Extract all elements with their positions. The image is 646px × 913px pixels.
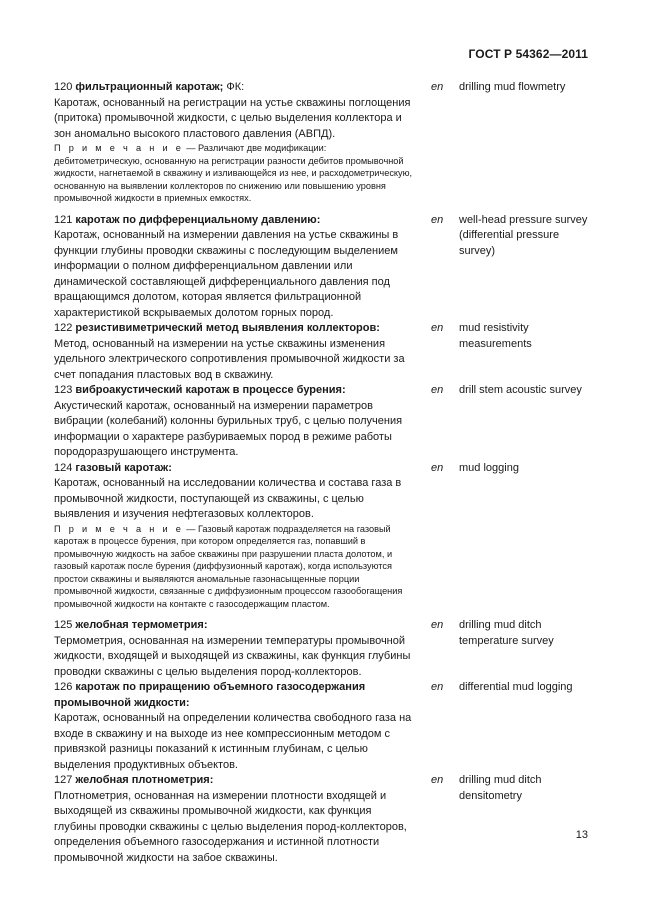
term-number: 125 [54, 619, 73, 631]
term-entry-124 [54, 461, 594, 611]
term-body [54, 773, 416, 866]
lang-marker: en [431, 619, 444, 631]
term-entry-127 [54, 773, 594, 866]
term-definition: Метод, основанный на измерении на устье скважины изменения удельного электрического сопротивления промывочной жидкости за счет попадания пластовых вод в скважину. [54, 337, 405, 381]
term-body [54, 618, 416, 680]
term-entry-123 [54, 383, 594, 461]
term-definition: Плотнометрия, основанная на измерении плотности входящей и выходящей из скважины промывочной жидкости, как функция глубины проводки скважины с целью выделения пород-коллекторов, определения объемного газосодержания и истинной плотности промывочной жидкости на забое скважины. [54, 789, 407, 864]
page-number: 13 [575, 829, 588, 841]
term-entry-121 [54, 213, 594, 322]
lang-marker: en [431, 81, 444, 93]
term-definition: Каротаж, основанный на исследовании количества и состава газа в промывочной жидкости, поступающей из скважины, с целью выявления и изучения нефтегазовых коллекторов. [54, 477, 402, 520]
note-label: П р и м е ч а н и е [54, 523, 184, 534]
term-number: 121 [54, 213, 73, 226]
term-number: 122 [54, 322, 73, 334]
note-text: — Газовый каротаж подразделяется на газовый каротаж в процессе бурения, при котором определяется газ, попавший в промывочную жидкость на забое скважины при разрушении пласта долотом, и газовый каротаж после бурения (диффузионный каротаж), когда используются простои скважины и выявляются аномальные газонасыщенные порции промывочной жидкости, связанные с диффузионным процессом газообогащения промывочной жидкости на контакте с газосодержащим пластом. [54, 523, 403, 609]
term-number: 120 [54, 81, 73, 93]
term-title: фильтрационный каротаж; [75, 81, 224, 93]
term-body [54, 80, 416, 205]
english-equivalent: differential mud logging [459, 681, 573, 693]
english-equivalent: drilling mud flowmetry [459, 81, 566, 93]
term-number: 123 [54, 384, 73, 396]
lang-marker: en [431, 774, 444, 786]
note-label: П р и м е ч а н и е [54, 143, 184, 153]
term-entry-122 [54, 321, 594, 383]
english-equivalent: drilling mud ditch densitometry [459, 774, 542, 802]
standard-header: ГОСТ Р 54362—2011 [468, 47, 588, 61]
english-equivalent: mud resistivity measurements [459, 322, 532, 350]
term-title: виброакустический каротаж в процессе бурения: [75, 384, 346, 396]
term-entry-126 [54, 680, 594, 773]
term-number: 124 [54, 461, 73, 474]
term-title: каротаж по приращению объемного газосодержания промывочной жидкости: [54, 681, 366, 709]
term-entry-125 [54, 618, 594, 680]
english-equivalent: drilling mud ditch temperature survey [459, 619, 554, 647]
lang-marker: en [431, 384, 444, 396]
english-equivalent: mud logging [459, 461, 519, 474]
term-body [54, 383, 416, 461]
terms-list [54, 80, 594, 866]
term-abbreviation: ФК: [223, 81, 245, 93]
lang-marker: en [431, 461, 444, 474]
lang-marker: en [431, 322, 444, 334]
term-definition: Каротаж, основанный на определении количества свободного газа на входе в скважину и на выходе из нее компрессионным методом с привязкой разницы показаний к истинным глубинам, с целью выделения продуктивных объектов. [54, 712, 412, 771]
term-note [54, 523, 416, 611]
english-equivalent: drill stem acoustic survey [459, 384, 582, 396]
english-equivalent: well-head pressure survey (differential pressure survey) [459, 213, 588, 257]
term-title: желобная термометрия: [75, 619, 208, 631]
term-title: резистивиметрический метод выявления коллекторов: [75, 322, 380, 334]
term-body [54, 213, 416, 322]
term-body [54, 461, 416, 611]
term-body [54, 321, 416, 383]
lang-marker: en [431, 681, 444, 693]
term-note [54, 142, 416, 205]
term-definition: Термометрия, основанная на измерении температуры промывочной жидкости, входящей и выходящей из скважины, как функция глубины проводки скважины с целью выделения пород-коллекторов. [54, 634, 411, 678]
note-text: — Различают две модификации: дебитометрическую, основанную на регистрации разности дебитов промывочной жидкости, нагнетаемой в скважину и изливающейся из нее, и расходометрическую, основанную на выявлении коллекторов по снижению или повышению уровня промывочной жидкости в приемных емкостях. [54, 143, 413, 203]
term-entry-120 [54, 80, 594, 205]
term-number: 127 [54, 774, 73, 786]
term-definition: Каротаж, основанный на измерении давления на устье скважины в функции глубины проводки скважины с последующим выделением информации о полном дифференциальном давлении или динамической составляющей дифференциального давления под вращающимся долотом, которая является фильтрационной характеристикой вскрываемых долотом горных пород. [54, 229, 399, 319]
term-title: желобная плотнометрия: [75, 774, 214, 786]
lang-marker: en [431, 213, 444, 226]
term-body [54, 680, 416, 773]
term-definition: Акустический каротаж, основанный на измерении параметров вибрации (колебаний) колонны бурильных труб, с целью получения информации о характере разбуриваемых пород в режиме работы породоразрушающего инструмента. [54, 399, 403, 458]
term-definition: Каротаж, основанный на регистрации на устье скважины поглощения (притока) промывочной жидкости, с целью выделения коллектора и зон аномально высокого пластового давления (АВПД). [54, 96, 411, 140]
term-number: 126 [54, 681, 73, 693]
term-title: каротаж по дифференциальному давлению: [75, 213, 321, 226]
term-title: газовый каротаж: [75, 461, 172, 474]
